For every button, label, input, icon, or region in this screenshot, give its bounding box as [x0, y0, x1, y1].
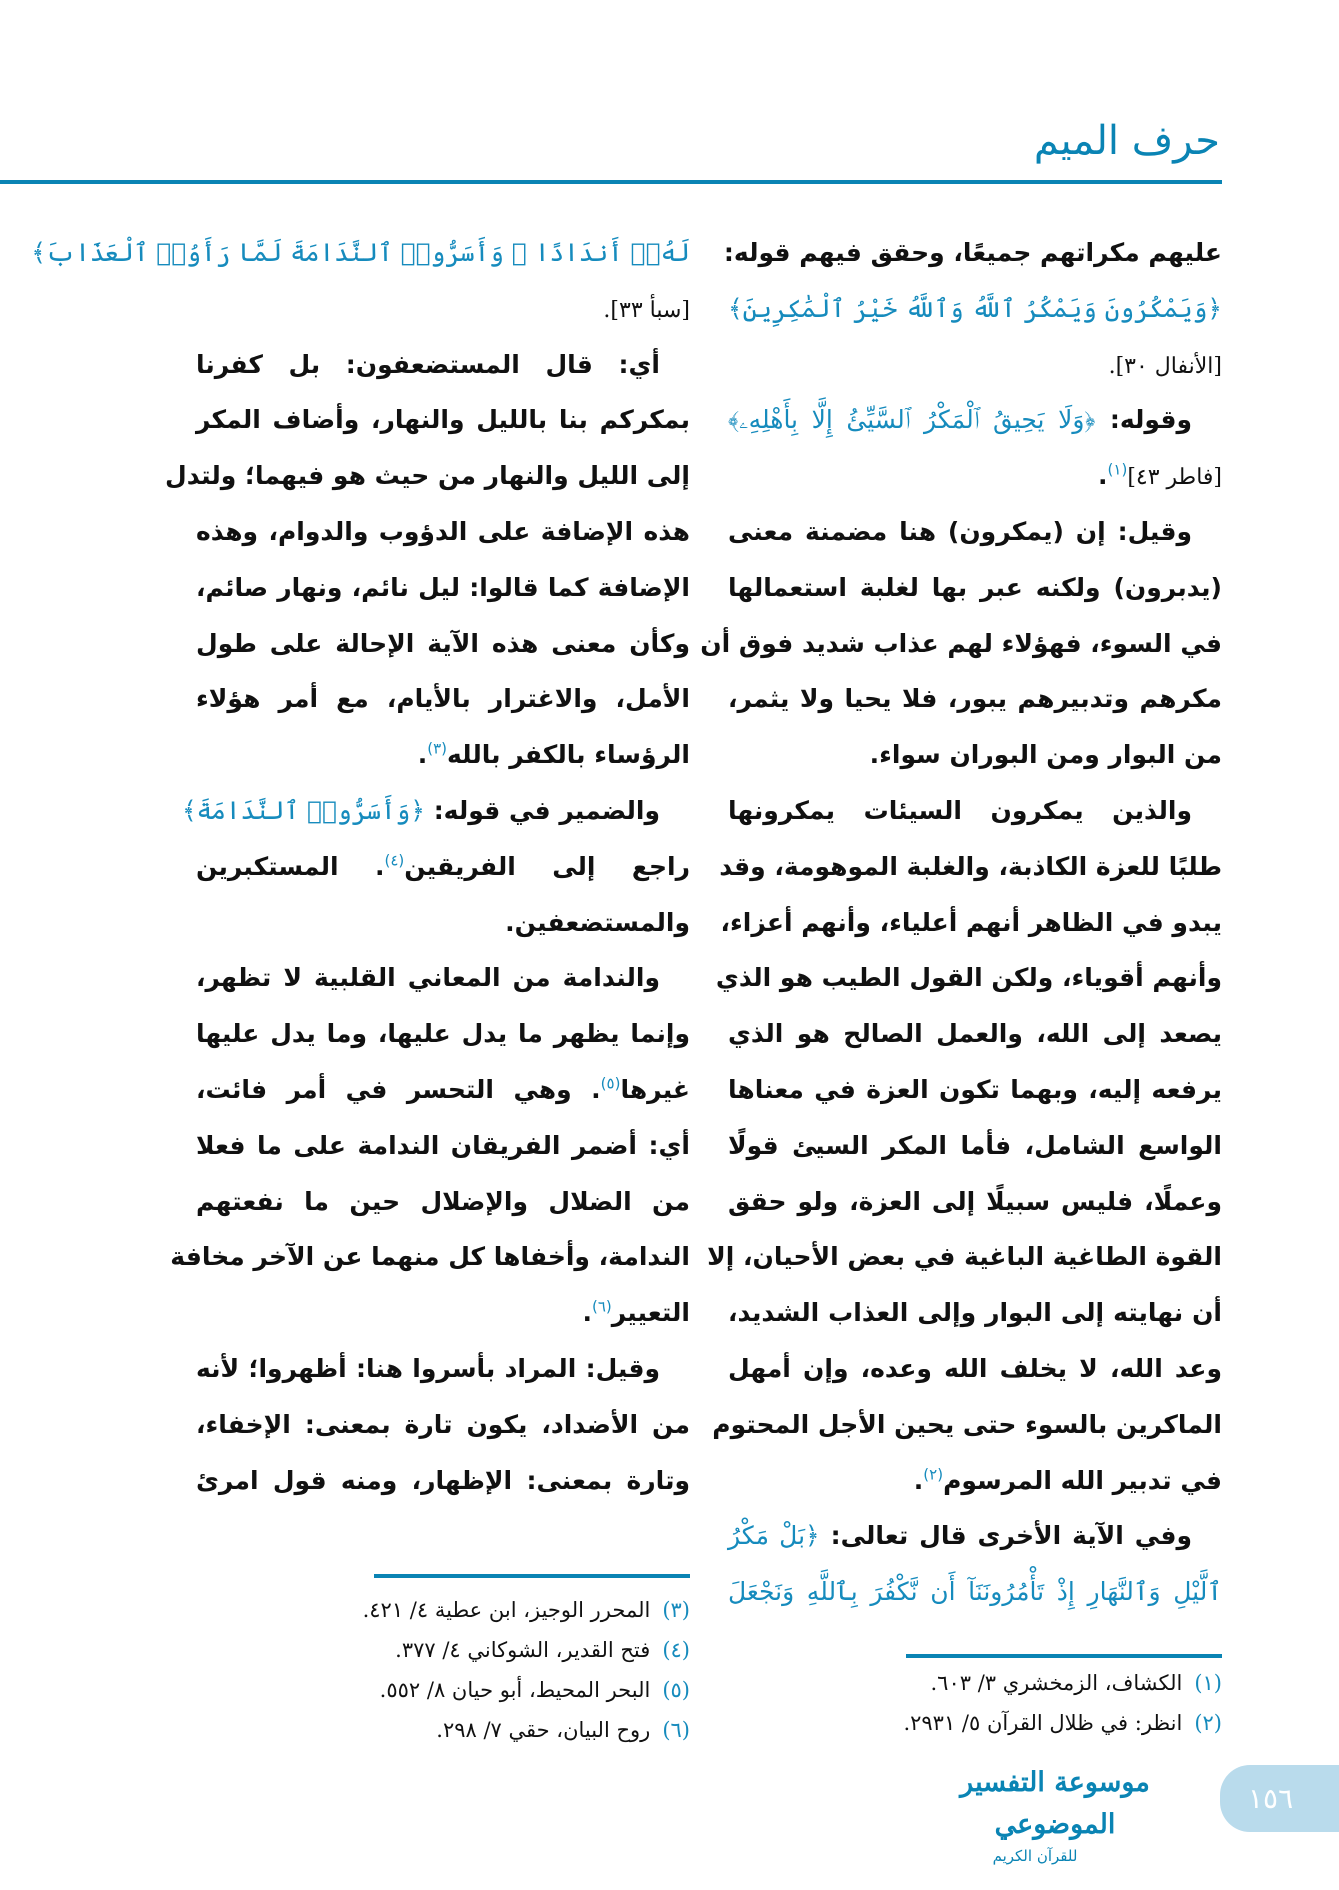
body-text: وقيل: إن (يمكرون) هنا مضمنة معنى — [728, 517, 1192, 546]
footnote-number: (٣) — [662, 1598, 690, 1622]
body-text: الرؤساء بالكفر بالله — [447, 740, 690, 770]
footnote-number: (١) — [1194, 1671, 1222, 1695]
body-text: والذين يمكرون السيئات يمكرونها — [728, 796, 1192, 825]
body-text: وكأن معنى هذه الآية الإحالة على طول — [196, 628, 690, 658]
text-line — [728, 1118, 1222, 1174]
body-text: وعملًا، فليس سبيلًا إلى العزة، ولو حقق — [728, 1186, 1222, 1216]
footnote — [250, 1630, 690, 1670]
body-text: . وهي التحسر في أمر فائت، — [196, 1075, 601, 1104]
quran-verse: ﴿وَيَمْكُرُونَ وَيَمْكُرُ ٱللَّهُ وَٱللَّهُ خَيْرُ ٱلْمَٰكِرِينَ﴾ — [728, 293, 1222, 323]
body-text: راجع إلى الفريقين — [404, 851, 690, 881]
text-line — [196, 727, 690, 783]
body-text: يبدو في الظاهر أنهم أعلياء، وأنهم أعزاء، — [720, 907, 1222, 937]
body-text: وتارة بمعنى: الإظهار، ومنه قول امرئ — [196, 1465, 690, 1495]
verse-reference: [الأنفال ٣٠]. — [1108, 353, 1222, 379]
body-text: أي: قال المستضعفون: بل كفرنا — [196, 349, 660, 379]
body-text: الإضافة كما قالوا: ليل نائم، ونهار صائم، — [196, 572, 690, 602]
quran-verse: ﴿وَأَسَرُّوا۟ ٱلنَّدَامَةَ﴾ — [181, 796, 425, 825]
text-line — [196, 504, 690, 560]
text-line — [728, 504, 1222, 560]
logo-subtitle: للقرآن الكريم — [992, 1847, 1078, 1865]
body-text: في تدبير الله المرسوم — [943, 1465, 1222, 1495]
text-line — [728, 671, 1222, 727]
text-line — [170, 1229, 690, 1285]
text-line — [723, 225, 1222, 281]
footnote-number: (٥) — [662, 1678, 690, 1702]
logo-title: موسوعة التفسير الموضوعي — [960, 1767, 1150, 1840]
footnote-divider-left — [374, 1574, 690, 1578]
footnote-text: روح البيان، حقي ٧/ ٢٩٨. — [436, 1718, 651, 1742]
chapter-title: حرف الميم — [1033, 118, 1220, 164]
body-text: وفي الآية الأخرى قال تعالى: — [819, 1521, 1192, 1551]
text-line — [196, 839, 690, 895]
footnotes-left — [250, 1590, 690, 1750]
body-text: يصعد إلى الله، والعمل الصالح هو الذي — [728, 1019, 1222, 1049]
text-line — [728, 783, 1222, 839]
text-line — [728, 1453, 1222, 1509]
footnote-marker: (٦) — [591, 1297, 612, 1316]
footnote-marker: (٤) — [384, 851, 405, 870]
text-line — [196, 895, 690, 951]
verse-reference: [سبأ ٣٣]. — [603, 297, 690, 323]
text-line — [700, 616, 1222, 672]
text-line — [728, 1062, 1222, 1118]
quran-verse: ﴿بَلْ مَكْرُ — [728, 1521, 820, 1551]
footnote — [802, 1703, 1222, 1743]
body-text: . — [582, 1298, 592, 1328]
body-text: الندامة، وأخفاها كل منهما عن الآخر مخافة — [170, 1242, 690, 1272]
footnote-number: (٢) — [1194, 1711, 1222, 1735]
right-text-column — [700, 0, 1222, 1607]
text-line — [196, 1174, 690, 1230]
text-line — [196, 1397, 690, 1453]
text-line — [165, 448, 690, 504]
footnote-divider-right — [906, 1654, 1222, 1658]
footnote — [250, 1670, 690, 1710]
text-line — [181, 783, 690, 839]
body-text: الماكرين بالسوء حتى يحين الأجل المحتوم — [712, 1409, 1222, 1439]
footnote-text: فتح القدير، الشوكاني ٤/ ٣٧٧. — [395, 1638, 651, 1662]
text-line — [196, 560, 690, 616]
body-text: الأمل، والاغترار بالأيام، مع أمر هؤلاء — [196, 684, 690, 714]
text-line — [707, 1229, 1222, 1285]
text-line — [728, 337, 1222, 393]
body-text: من الضلال والإضلال حين ما نفعتهم — [196, 1186, 690, 1216]
quran-verse: ﴿وَلَا يَحِيقُ ٱلْمَكْرُ ٱلسَّيِّئُ إِلَّا بِأَهْلِهِۦ﴾ — [728, 405, 1096, 435]
text-line — [196, 1285, 690, 1341]
text-line — [728, 560, 1222, 616]
body-text: التعيير — [611, 1298, 690, 1328]
body-text: والمستضعفين. — [505, 907, 690, 937]
text-line — [728, 727, 1222, 783]
body-text: الواسع الشامل، فأما المكر السيئ قولًا — [728, 1130, 1222, 1160]
text-line — [728, 1508, 1222, 1564]
footnote-marker: (٢) — [923, 1465, 944, 1484]
body-text: من البوار ومن البوران سواء. — [869, 740, 1222, 770]
footnote-number: (٤) — [662, 1638, 690, 1662]
footnote — [250, 1590, 690, 1630]
text-line — [719, 839, 1222, 895]
body-text: (يدبرون) ولكنه عبر بها لغلبة استعمالها — [728, 572, 1222, 602]
text-line — [728, 1564, 1222, 1620]
body-text: في السوء، فهؤلاء لهم عذاب شديد فوق أن — [700, 628, 1222, 658]
text-line — [728, 1341, 1222, 1397]
page-number: ١٥٦ — [1248, 1782, 1294, 1815]
footnote-text: البحر المحيط، أبو حيان ٨/ ٥٥٢. — [379, 1678, 651, 1702]
footnote-text: انظر: في ظلال القرآن ٥/ ٢٩٣١. — [903, 1711, 1183, 1735]
footnote-number: (٦) — [662, 1718, 690, 1742]
body-text: . المستكبرين — [196, 851, 385, 881]
body-text: يرفعه إليه، وبهما تكون العزة في معناها — [728, 1075, 1222, 1104]
footnote-marker: (١) — [1107, 460, 1128, 479]
body-text: هذه الإضافة على الدؤوب والدوام، وهذه — [196, 517, 690, 546]
text-line — [196, 1453, 690, 1509]
left-text-column — [31, 0, 690, 1560]
body-text: من الأضداد، يكون تارة بمعنى: الإخفاء، — [196, 1409, 690, 1439]
body-text: أي: أضمر الفريقان الندامة على ما فعلا — [196, 1130, 690, 1160]
verse-reference: [فاطر ٤٣] — [1127, 465, 1222, 491]
text-line — [196, 1006, 690, 1062]
body-text: وإنما يظهر ما يدل عليها، وما يدل عليها — [196, 1019, 690, 1049]
text-line — [196, 671, 690, 727]
text-line — [196, 616, 690, 672]
body-text: وقوله: — [1095, 405, 1192, 435]
text-line — [196, 1118, 690, 1174]
footnote-marker: (٥) — [600, 1074, 621, 1093]
text-line — [728, 281, 1222, 337]
text-line — [728, 1006, 1222, 1062]
body-text: . — [1098, 461, 1108, 491]
text-line — [720, 895, 1222, 951]
text-line — [196, 337, 690, 393]
encyclopedia-logo — [925, 1762, 1185, 1866]
text-line — [728, 1285, 1222, 1341]
quran-verse: ٱلَّيْلِ وَٱلنَّهَارِ إِذْ تَأْمُرُونَنَآ أَن نَّكْفُرَ بِٱللَّهِ وَنَجْعَلَ — [728, 1577, 1222, 1607]
footnotes-right — [802, 1663, 1222, 1743]
text-line — [728, 448, 1222, 504]
text-line — [728, 392, 1222, 448]
body-text: مكرهم وتدبيرهم يبور، فلا يحيا ولا يثمر، — [728, 684, 1222, 714]
text-line — [196, 1062, 690, 1118]
body-text: وقيل: المراد بأسروا هنا: أظهروا؛ لأنه — [196, 1354, 660, 1383]
body-text: عليهم مكراتهم جميعًا، وحقق فيهم قوله: — [723, 238, 1222, 267]
quran-verse: لَهُۥٓ أَندَادًا ۚ وَأَسَرُّوا۟ ٱلنَّدَامَةَ لَمَّا رَأَوُا۟ ٱلْعَذَابَ﴾ — [31, 238, 690, 267]
text-line — [196, 950, 690, 1006]
text-line — [196, 1341, 690, 1397]
body-text: بمكركم بنا بالليل والنهار، وأضاف المكر — [196, 405, 690, 435]
footnote-text: المحرر الوجيز، ابن عطية ٤/ ٤٢١. — [362, 1598, 651, 1622]
text-line — [196, 392, 690, 448]
body-text: القوة الطاغية الباغية في بعض الأحيان، إلا — [707, 1242, 1222, 1272]
body-text: طلبًا للعزة الكاذبة، والغلبة الموهومة، وقد — [719, 851, 1222, 881]
footnote-text: الكشاف، الزمخشري ٣/ ٦٠٣. — [930, 1671, 1183, 1695]
footnote — [250, 1710, 690, 1750]
footnote-marker: (٣) — [427, 739, 448, 758]
text-line — [715, 950, 1222, 1006]
body-text: . — [913, 1465, 924, 1495]
text-line — [31, 225, 690, 281]
footnote — [802, 1663, 1222, 1703]
body-text: وأنهم أقوياء، ولكن القول الطيب هو الذي — [715, 963, 1222, 993]
body-text: . — [417, 740, 428, 770]
body-text: إلى الليل والنهار من حيث هو فيهما؛ ولتدل — [165, 461, 690, 491]
body-text: والضمير في قوله: — [424, 796, 660, 825]
body-text: غيرها — [620, 1075, 690, 1104]
body-text: وعد الله، لا يخلف الله وعده، وإن أمهل — [728, 1354, 1222, 1383]
text-line — [196, 281, 690, 337]
body-text: أن نهايته إلى البوار وإلى العذاب الشديد، — [728, 1298, 1222, 1328]
body-text: والندامة من المعاني القلبية لا تظهر، — [196, 963, 660, 993]
text-line — [728, 1174, 1222, 1230]
text-line — [712, 1397, 1222, 1453]
